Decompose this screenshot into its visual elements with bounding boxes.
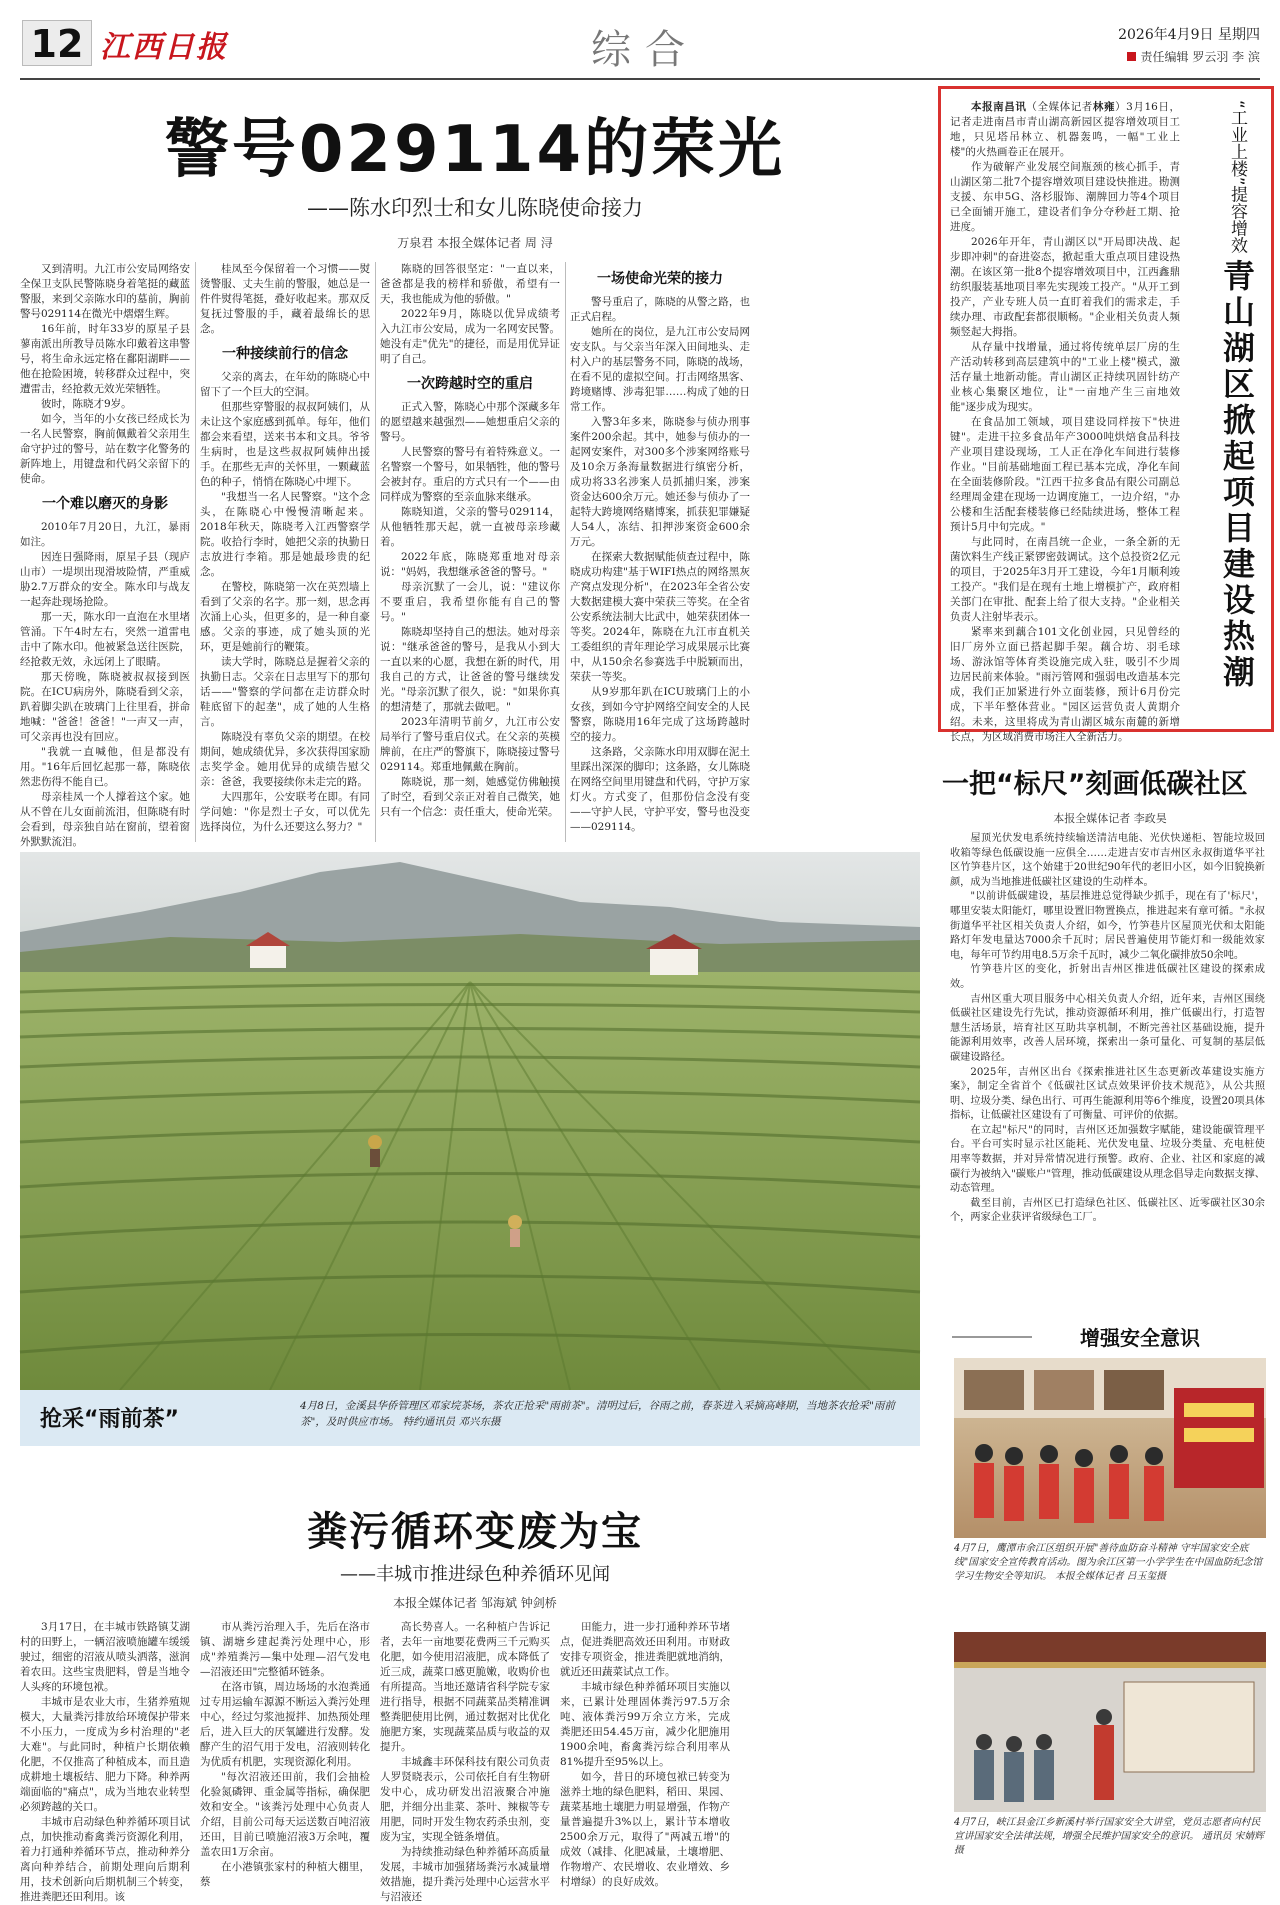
manure-column-2: 市从粪污治理入手，先后在洛市镇、湖塘乡建起粪污处理中心，形成"养殖粪污—集中处理—沼气发电—沼液还田"完整循环链条。 在洛市镇，周边场场的水泡粪通过专用运输车源源不断运入粪污处理中心，经过匀浆池搅拌、加热预处理后，进入巨大的厌氧罐进行发酵。发酵产生的沼气用于发电，沼液则转化为优质有机肥，实现资源化利用。 "每次沼液还田前，我们会抽检化验氮磷钾、重金属等指标，确保肥效和安全。"该粪污处理中心负责人介绍，目前公司每天运送数百吨沼液还田，目前已喷施沼液3万余吨，覆盖农田1万余亩。 在小港镇张家村的种植大棚里，蔡 <box>200 1621 370 1888</box>
header-rule <box>20 78 1260 80</box>
featured-vertical-title <box>1190 100 1260 700</box>
section-title: 综合 <box>591 27 699 73</box>
safety-caption-2: 4月7日，峡江县金江乡新溪村举行国家安全大讲堂，党员志愿者向村民宣讲国家安全法律法规，增强全民维护国家安全的意识。 通讯员 宋婧辉摄 <box>954 1817 1264 1856</box>
tea-caption-text: 4月8日，金溪县华侨管理区邓家垸茶场，茶农正抢采"雨前茶"。清明过后，谷雨之前，春茶进入采摘高峰期，当地茶农抢采"雨前茶"，及时供应市场。 特约通讯员 邓兴东摄 <box>300 1400 895 1428</box>
featured-story-text: 本报南昌讯（全媒体记者林雍）3月16日，记者走进南昌市青山湖高新园区提容增效项目工地，只见塔吊林立、机器轰鸣，一幅"工业上楼"的火热画卷正在展开。 作为破解产业发展空间瓶颈的核心抓手，青山湖区第二批7个提容增效项目建设快推进。勘测支援、东申5G、洛杉服饰、潮牌回力等4个项目已全面铺开施工，建设者们争分夺秒赶工期、抢进度。 2026年开年，青山湖区以"开局即决战、起步即冲刺"的奋进姿态，掀起重大重点项目建设热潮。在该区第一批8个提容增效项目中，江西鑫鼎纺织服装基地项目率先实现竣工投产。"从开工到投产，产业专班人员一直盯着我们的需求走，手续办理、市政配套都很顺畅。"企业相关负责人频频竖起大拇指。 从存量中找增量，通过将传统单层厂房的生产活动转移到高层建筑中的"工业上楼"模式，激活存量土地新动能。青山湖区正持续巩固针纺产业核心集聚区地位，让"一亩地产生三亩地效能"逐步成为现实。 在食品加工领域，项目建设同样按下"快进键"。走进干拉多食品年产3000吨烘焙食品科技产业项目建设现场，工人正在净化车间进行装修作业。"目前基础地面工程已基本完成，净化车间在全面装修阶段。"江西干拉多食品有限公司副总经理周金建在现场一边调度施工，一边介绍，"办公楼和生活配套楼装修已经陆续进场，整体工程预计5月中旬完成。" 与此同时，在南昌统一企业，一条全新的无菌饮料生产线正紧锣密鼓调试。这个总投资2亿元的项目，于2025年3月开工建设，今年1月顺利竣工投产。"我们是在现有土地上增模扩产，政府相关部门在审批、配套上给了很大支持。"企业相关负责人注射毕表示。 紧率来到藕合101文化创业园，只见曾经的旧厂房外立面已搭起脚手架。藕合坊、羽毛球场、游泳馆等体育类设施完成入驻，吸引不少周边居民前来体验。"雨污管网和强弱电改造基本完成，我们正加紧进行外立面装修，预计6月份完成，下半年整体营业。"园区运营负责人黄期介绍。未来，这里将成为青山湖区城东南麓的新增长点，为区域消费市场注入全新活力。 <box>950 101 1181 743</box>
lowcarbon-byline: 本报全媒体记者 李政昊 <box>1053 812 1167 825</box>
column-divider <box>375 262 376 842</box>
lowcarbon-text: 屋顶光伏发电系统持续输送清洁电能、光伏快递柜、智能垃圾回收箱等绿色低碳设施一应俱全……走进吉安市吉州区永叔街道华平社区竹笋巷片区，这个始建于20世纪90年代的老旧小区，如今旧貌换新颜，成为当地推进低碳社区建设的生动样本。 "以前讲低碳建设，基层推进总觉得缺少抓手，现在有了'标尺'，哪里安装太阳能灯，哪里设置旧物置换点，推进起来有章可循。"永叔街道华平社区相关负责人介绍，如今，竹笋巷片区屋顶光伏和太阳能路灯年发电量达7000余千瓦时；居民普遍使用节能灯和一级能效家电，每年可节约用电8.5万余千瓦时，减少二氧化碳排放50余吨。 竹笋巷片区的变化，折射出吉州区推进低碳社区建设的探索成效。 吉州区重大项目服务中心相关负责人介绍，近年来，吉州区围绕低碳社区建设先行先试，推动资源循环利用，推广低碳出行，打造智慧生活场景，培育社区互助共享机制，不断完善社区基础设施，提升能源利用效率，改善人居环境，探索出一条可量化、可复制的基层低碳建设路径。 2025年，吉州区出台《探索推进社区生态更新改革建设实施方案》，制定全省首个《低碳社区试点效果评价技术规范》，从公共照明、垃圾分类、绿色出行、可再生能源利用等6个维度，设置20项具体指标，让低碳社区建设有了可衡量、可评价的依据。 在立起"标尺"的同时，吉州区还加强数字赋能，建设能碳管理平台。平台可实时显示社区能耗、光伏发电量、垃圾分类量、充电桩使用率等数据，并对异常情况进行预警。政府、企业、社区和家庭的减碳行为被纳入"碳账户"管理，推动低碳建设从理念倡导走向数据支撑、动态管理。 截至目前，吉州区已打造绿色社区、低碳社区、近零碳社区30余个，两家企业获评省级绿色工厂。 <box>950 833 1265 1224</box>
main-column-2: 桂凤至今保留着一个习惯——熨烫警服、丈夫生前的警服，她总是一件件熨得笔挺，叠好收起来。那双反复抚过警服的手，藏着最绵长的思念。 一种接续前行的信念 父亲的离去，在年幼的陈晓心中留下了一个巨大的空洞。 但那些穿警服的叔叔阿姨们，从未让这个家庭感到孤单。每年，他们都会来看望，送来书本和文具。爷爷生病时，也是这些叔叔阿姨伸出援手。在那些无声的关怀里，一颗藏蓝色的种子，悄悄在陈晓心中埋下。 "我想当一名人民警察。"这个念头，在陈晓心中慢慢清晰起来。2018年秋天，陈晓考入江西警察学院。收拾行李时，她把父亲的执勤日志放进行李箱。那是她最珍贵的纪念。 在警校，陈晓第一次在英烈墙上看到了父亲的名字。那一刻，思念再次涌上心头，但更多的，是一种自豪感。父亲的事迹，成了她头顶的光环，更是她前行的鞭策。 读大学时，陈晓总是握着父亲的执勤日志。父亲在日志里写下的那句话——"警察的学问都在走访群众时鞋底留下的起垄"，成了她的人生格言。 陈晓没有辜负父亲的期望。在校期间，她成绩优异，多次获得国家励志奖学金。她用优异的成绩告慰父亲：爸爸，我要接续你未走完的路。 大四那年，公安联考在即。有同学问她："你是烈士子女，可以优先选择岗位，为什么还要这么努力？" <box>200 263 370 833</box>
manure-byline: 本报全媒体记者 邹海斌 钟剑桥 <box>393 1596 557 1610</box>
main-column-1: 又到清明。九江市公安局网络安全保卫支队民警陈晓身着笔挺的藏蓝警服，来到父亲陈水印的墓前，胸前警号029114在微光中熠熠生辉。 16年前，时年33岁的原星子县蓼南派出所教导员陈水印戴着这串警号，将生命永远定格在鄱阳湖畔——他在抢险困境，转移群众过程中，突遭雷击，经抢救无效光荣牺牲。 彼时，陈晓才9岁。 如今，当年的小女孩已经成长为一名人民警察，胸前佩戴着父亲用生命守护过的警号，站在数字化警务的新阵地上，用键盘和代码父亲留下的使命。 一个难以磨灭的身影 2010年7月20日，九江，暴雨如注。 因连日强降雨，原星子县（现庐山市）一堤坝出现滑坡险情，严重威胁2.7万群众的安全。陈水印与战友一起奔赴现场抢险。 那一天，陈水印一直泡在水里堵管涌。下午4时左右，突然一道雷电击中了陈水印。他被紧急送往医院，经抢救无效，永远闭上了眼睛。 那天傍晚，陈晓被叔叔接到医院。在ICU病房外，陈晓看到父亲，趴着脚尖趴在玻璃门上往里看，拼命地喊："爸爸！爸爸！"一声又一声，可父亲再也没有回应。 "我就一直喊他，但是都没有用。"16年后回忆起那一幕，陈晓依然悲伤得不能自已。 母亲桂凤一个人撑着这个家。她从不曾在儿女面前流泪，但陈晓有时会看到，母亲独自站在窗前，望着窗外默默流泪。 <box>20 263 190 848</box>
main-subhead: ——陈水印烈士和女儿陈晓使命接力 <box>307 196 643 220</box>
page-number: 12 <box>22 20 92 66</box>
manure-subhead: ——丰城市推进绿色种养循环见闻 <box>340 1564 610 1585</box>
safety-photo-classroom <box>954 1358 1266 1538</box>
main-column-4: 一场使命光荣的接力 警号重启了，陈晓的从警之路，也正式启程。 她所在的岗位，是九江市公安局网安支队。与父亲当年深入田间地头、走村入户的基层警务不同，陈晓的战场，在看不见的虚拟空间。打击网络黑客、跨境赌博、涉毒犯罪……构成了她的日常工作。 入警3年多来，陈晓参与侦办刑事案件200余起。其中，她参与侦办的一起网安案件，对300多个涉案网络账号及10余万条海量数据进行缜密分析，成功将33名涉案人员抓捕归案，涉案资金达600余万元。她还参与侦办了一起特大跨境网络赌博案，抓获犯罪嫌疑人54人，冻结、扣押涉案资金600余万元。 在探索大数据赋能侦查过程中，陈晓成功构建"基于WIFI热点的网络黑灰产窝点发现分析"，在2023年全省公安大数据建模大赛中荣获三等奖。在全省公安系统法制大比武中，她荣获团体一等奖。2024年，陈晓在九江市直机关工委组织的青年理论学习成果展示比赛中，从150余名参赛选手中脱颖而出，荣获一等奖。 从9岁那年趴在ICU玻璃门上的小女孩，到如今守护网络空间安全的人民警察，陈晓用16年完成了这场跨越时空的接力。 这条路，父亲陈水印用双脚在泥土里踩出深深的脚印；这条路，女儿陈晓在网络空间里用键盘和代码，守护万家灯火。方式变了，但那份信念没有变——守护人民，守护平安，警号也没变——029114。 <box>570 271 750 833</box>
safety-caption-1: 4月7日，鹰潭市余江区组织开展"善待血防奋斗精神 守牢国家安全底线"国家安全宣传教育活动。图为余江区第一小学学生在中国血防纪念馆学习生物安全等知识。 本报全媒体记者 吕玉玺摄 <box>954 1543 1263 1582</box>
manure-column-3: 高长势喜人。一名种植户告诉记者，去年一亩地要花费两三千元购买化肥，如今使用沼液肥，成本降低了近三成，蔬菜口感更脆嫩，收购价也有所提高。当地还邀请省科学院专家进行指导，根据不同蔬菜品类精准调整粪肥使用比例，通过数据对比优化施肥方案，实现蔬菜品质与收益的双提升。 丰城鑫丰环保科技有限公司负责人罗贤晓表示，公司依托自有生物研发中心，成功研发出沼液聚合冲施肥，并细分出韭菜、茶叶、辣椒等专用肥，同时开发生物农药杀虫剂，变废为宝，实现全链条增值。 为持续推动绿色种养循环高质量发展，丰城市加强猪场粪污水减量增效措施，提升粪污处理中心运营水平与沼液还 <box>380 1621 550 1903</box>
tea-caption-title: 抢采“雨前茶” <box>40 1407 179 1432</box>
featured-kicker: “工业上楼”提容增效 <box>1227 100 1247 254</box>
red-square-icon <box>1127 52 1136 61</box>
tea-field-photo <box>20 852 920 1390</box>
main-headline: 警号029114的荣光 <box>164 113 786 187</box>
editors-line <box>1127 48 1260 65</box>
safety-rule <box>952 1336 1032 1338</box>
safety-photo-pavilion <box>954 1632 1266 1812</box>
manure-column-4: 田能力，进一步打通种养环节堵点，促进粪肥高效还田利用。市财政安排专项资金，推进粪肥就地消纳，就近还田蔬菜试点工作。 丰城市绿色种养循环项目实施以来，已累计处理固体粪污97.5万余吨、液体粪污99万余立方米，完成粪肥还田54.45万亩，减少化肥施用1900余吨，畜禽粪污综合利用率从81%提升至95%以上。 如今，昔日的环境包袱已转变为滋养土地的绿色肥料，稻田、果园、蔬菜基地土壤肥力明显增强，作物产量普遍提升3%以上，累计节本增收2500余万元，取得了"两减五增"的成效（减排、化肥减量，土壤增肥、作物增产、农民增收、农业增效、乡村增绿）的良好成效。 <box>560 1621 730 1888</box>
main-column-3: 陈晓的回答很坚定："一直以来，爸爸都是我的榜样和骄傲，希望有一天，我也能成为他的骄傲。" 2022年9月，陈晓以优异成绩考入九江市公安局，成为一名网安民警。她没有走"优先"的捷径，而是用优异证明了自己。 一次跨越时空的重启 正式入警，陈晓心中那个深藏多年的愿望越来越强烈——她想重启父亲的警号。 人民警察的警号有着特殊意义。一名警察一个警号，如果牺牲，他的警号会被封存。重启的方式只有一个——由同样成为警察的至亲血脉来继承。 陈晓知道，父亲的警号029114，从他牺牲那天起，就一直被母亲珍藏着。 2022年底，陈晓郑重地对母亲说："妈妈，我想继承爸爸的警号。" 母亲沉默了一会儿，说："建议你不要重启，我希望你能有自己的警号。" 陈晓却坚持自己的想法。她对母亲说："继承爸爸的警号，是我从小到大一直以来的心愿，我想在新的时代，用我自己的方式，让爸爸的警号继续发光。"母亲沉默了很久，说："如果你真的想清楚了，那就去做吧。" 2023年清明节前夕，九江市公安局举行了警号重启仪式。在父亲的英模牌前，在庄严的警旗下，陈晓接过警号029114。郑重地佩戴在胸前。 陈晓说，那一刻，她感觉仿佛触摸了时空，看到父亲正对着自己微笑，她只有一个信念：责任重大，使命光荣。 <box>380 263 560 818</box>
issue-date: 2026年4月9日 星期四 <box>1118 27 1260 43</box>
column-divider <box>565 262 566 842</box>
newspaper-masthead: 江西日报 <box>100 30 228 65</box>
lowcarbon-headline: 一把“标尺”刻画低碳社区 <box>942 769 1248 800</box>
featured-headline: 青山湖区掀起项目建设热潮 <box>1218 258 1256 691</box>
main-byline: 万泉君 本报全媒体记者 周 浔 <box>397 236 553 250</box>
manure-column-1: 3月17日，在丰城市铁路镇艾湖村的田野上，一辆沼液喷施罐车缓缓驶过，细密的沼液从喷头洒落，滋润着农田。这些宝贵肥料，曾是当地令人头疼的环境包袱。 丰城市是农业大市，生猪养殖规模大，大量粪污排放给环境保护带来不小压力，一度成为乡村治理的"老大难"。与此同时，种植户长期依赖化肥，不仅推高了种植成本，而且造成耕地土壤板结、肥力下降。种养两端面临的"痛点"，成为当地农业转型必须跨越的关口。 丰城市启动绿色种养循环项目试点，加快推动畜禽粪污资源化利用，着力打通种养循环节点，推动种养分离向种养结合，前期处理向后期利用，技术创新向后期机制三个转变，推进粪肥还田利用。该 <box>20 1621 190 1903</box>
editors-text: 责任编辑 罗云羽 李 滨 <box>1140 50 1260 64</box>
column-divider <box>195 262 196 842</box>
manure-headline: 粪污循环变废为宝 <box>307 1509 643 1555</box>
safety-section-title: 增强安全意识 <box>1080 1326 1200 1350</box>
